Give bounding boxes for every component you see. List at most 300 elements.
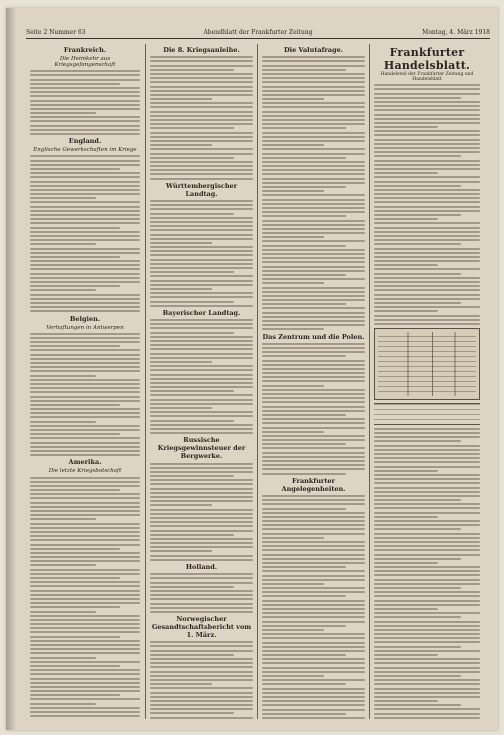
text-line [30, 235, 140, 237]
text-line [30, 214, 140, 216]
text-line [150, 284, 253, 286]
text-line [374, 507, 480, 509]
page-header [26, 28, 490, 39]
text-line [150, 361, 212, 363]
text-line [150, 111, 253, 113]
text-line [150, 336, 253, 338]
text-line [374, 583, 480, 585]
text-line [30, 206, 140, 208]
text-line [30, 337, 140, 339]
text-line [30, 421, 96, 423]
text-line [374, 310, 438, 312]
text-line [30, 155, 140, 157]
article-text [150, 573, 253, 613]
text-line [30, 606, 120, 608]
text-line [150, 280, 253, 282]
text-line [262, 646, 365, 648]
text-line [30, 661, 140, 663]
text-line [374, 252, 480, 254]
text-line [30, 644, 140, 646]
text-line [150, 353, 253, 355]
text-line [30, 425, 140, 427]
column-1 [30, 44, 140, 719]
text-line [262, 583, 324, 585]
text-line [150, 292, 253, 294]
text-line [262, 422, 365, 424]
text-line [150, 115, 253, 117]
text-line [262, 393, 365, 395]
text-line [374, 243, 461, 245]
text-line [150, 683, 212, 685]
text-line [374, 289, 480, 291]
text-line [150, 467, 253, 469]
text-line [150, 86, 253, 88]
text-line [150, 81, 253, 83]
text-line [262, 240, 365, 242]
text-line [30, 412, 140, 414]
text-line [374, 218, 438, 220]
text-line [262, 270, 365, 272]
text-line [374, 616, 461, 618]
column-rule [145, 44, 146, 719]
text-line [374, 319, 480, 321]
text-line [30, 673, 140, 675]
text-line [262, 261, 365, 263]
article-text [374, 428, 480, 719]
text-line [262, 106, 365, 108]
text-line [150, 127, 234, 129]
text-line [150, 90, 253, 92]
text-line [30, 164, 140, 166]
text-line [262, 554, 365, 556]
text-line [374, 97, 461, 99]
text-line [374, 172, 438, 174]
text-line [262, 537, 324, 539]
text-line [30, 341, 140, 343]
handelsblatt-title: Frankfurter Handelsblatt. [383, 46, 471, 72]
text-line [30, 493, 140, 495]
text-line [374, 604, 480, 606]
text-line [150, 509, 253, 511]
text-line [374, 93, 480, 95]
text-line [150, 77, 253, 79]
text-line [374, 541, 480, 543]
text-line [262, 56, 365, 58]
section-heading: Die 8. Kriegsanleihe. [163, 46, 240, 54]
text-line [262, 460, 365, 462]
text-line [262, 364, 365, 366]
text-line [374, 717, 480, 719]
text-line [374, 109, 480, 111]
text-line [150, 132, 253, 134]
text-line [374, 708, 480, 710]
text-line [30, 129, 140, 131]
text-line [262, 633, 365, 635]
text-line [30, 227, 120, 229]
text-line [374, 537, 480, 539]
text-line [150, 598, 253, 600]
text-line [30, 711, 140, 713]
text-line [30, 70, 140, 72]
section-heading: Belgien. [69, 314, 101, 323]
text-line [30, 366, 140, 368]
text-line [30, 379, 140, 381]
text-line [262, 161, 365, 163]
text-line [262, 642, 365, 644]
text-line [150, 692, 253, 694]
text-line [374, 151, 480, 153]
text-line [262, 253, 365, 255]
text-line [30, 172, 140, 174]
text-line [262, 69, 346, 71]
text-line [150, 696, 253, 698]
text-line [262, 343, 365, 345]
section-heading: Bayerischer Landtag. [162, 308, 241, 317]
section-heading: Russische Kriegsgewinnsteuer der Bergwerke. [157, 436, 246, 461]
text-line [374, 545, 480, 547]
text-line [30, 703, 96, 705]
text-line [374, 449, 480, 451]
text-line [262, 495, 365, 497]
text-line [30, 125, 140, 127]
text-line [150, 658, 253, 660]
text-line [262, 360, 365, 362]
text-line [30, 273, 140, 275]
text-line [150, 271, 234, 273]
text-line [30, 181, 140, 183]
text-line [262, 401, 365, 403]
section-heading: Frankfurter Angelegenheiten. [281, 476, 346, 493]
text-line [262, 119, 365, 121]
text-line [150, 594, 253, 596]
text-line [30, 489, 120, 491]
text-line [150, 662, 253, 664]
text-line [374, 432, 480, 434]
text-line [150, 542, 253, 544]
text-line [262, 316, 365, 318]
text-line [30, 268, 140, 270]
article-text [374, 84, 480, 325]
text-line [30, 74, 140, 76]
text-line [150, 161, 253, 163]
text-line [30, 391, 140, 393]
text-line [30, 707, 140, 709]
text-line [30, 497, 140, 499]
text-line [150, 305, 253, 307]
text-line [374, 461, 480, 463]
text-line [30, 349, 140, 351]
text-line [30, 715, 140, 717]
text-line [150, 463, 253, 465]
text-line [30, 83, 120, 85]
text-line [30, 358, 140, 360]
text-line [262, 291, 365, 293]
text-line [30, 694, 120, 696]
text-line [374, 197, 480, 199]
text-line [30, 450, 140, 452]
text-line [262, 692, 365, 694]
text-line [262, 73, 365, 75]
text-line [374, 227, 480, 229]
rates-table [374, 403, 480, 425]
text-line [262, 418, 365, 420]
text-line [262, 406, 365, 408]
text-line [30, 197, 96, 199]
text-line [262, 211, 365, 213]
text-line [30, 201, 140, 203]
text-line [262, 347, 365, 349]
text-line [150, 238, 253, 240]
text-line [150, 250, 253, 252]
text-line [150, 296, 253, 298]
text-line [30, 91, 140, 93]
text-line [150, 521, 253, 523]
text-line [262, 616, 365, 618]
text-line [30, 112, 96, 114]
text-line [374, 478, 480, 480]
text-line [30, 590, 140, 592]
text-line [262, 173, 365, 175]
text-line [30, 569, 140, 571]
text-line [150, 221, 253, 223]
text-line [30, 523, 140, 525]
text-line [30, 176, 140, 178]
text-line [150, 217, 253, 219]
text-line [30, 573, 140, 575]
text-line [30, 252, 140, 254]
text-line [262, 278, 365, 280]
text-line [374, 260, 480, 262]
text-line [30, 185, 140, 187]
text-line [374, 587, 461, 589]
text-line [30, 619, 140, 621]
text-line [374, 239, 480, 241]
text-line [262, 528, 365, 530]
text-line [150, 679, 253, 681]
text-line [374, 428, 480, 430]
text-line [30, 306, 140, 308]
section-heading: Holland. [185, 563, 218, 571]
column-rule [369, 44, 370, 719]
column-4 [374, 44, 480, 719]
handelsblatt-subtitle: Handelsteil der Frankfurter Zeitung und Handelsblatt [380, 72, 474, 82]
text-line [30, 627, 140, 629]
text-line [30, 298, 140, 300]
text-line [374, 181, 480, 183]
text-line [262, 355, 346, 357]
text-line [150, 479, 253, 481]
text-line [30, 594, 140, 596]
text-line [150, 98, 212, 100]
text-line [262, 224, 365, 226]
text-line [30, 256, 120, 258]
text-line [262, 303, 346, 305]
text-line [374, 306, 480, 308]
text-line [374, 516, 438, 518]
text-line [150, 267, 253, 269]
text-line [374, 667, 480, 669]
text-line [262, 575, 365, 577]
text-line [30, 648, 140, 650]
text-line [30, 354, 140, 356]
text-line [262, 696, 365, 698]
text-line [150, 573, 253, 575]
text-line [30, 264, 140, 266]
text-line [150, 56, 253, 58]
text-line [262, 102, 365, 104]
text-line [262, 65, 365, 67]
text-line [150, 378, 253, 380]
text-line [374, 453, 480, 455]
text-line [374, 688, 480, 690]
text-line [374, 570, 480, 572]
text-line [30, 437, 140, 439]
text-line [374, 134, 480, 136]
text-line [150, 102, 253, 104]
section-subheading: Die letzte Kriegsbotschaft [48, 468, 122, 475]
text-line [30, 362, 140, 364]
section-heading: Württembergischer Landtag. [165, 181, 238, 198]
header-date: Montag, 4. März 1918 [422, 29, 490, 36]
text-line [374, 713, 480, 715]
text-line [374, 160, 480, 162]
text-line [374, 248, 480, 250]
text-line [374, 549, 480, 551]
text-line [30, 657, 96, 659]
text-line [30, 564, 96, 566]
text-line [30, 277, 140, 279]
text-line [150, 708, 253, 710]
text-line [150, 586, 234, 588]
text-line [374, 315, 480, 317]
text-line [262, 220, 365, 222]
text-line [150, 530, 253, 532]
text-line [30, 640, 140, 642]
text-line [374, 528, 461, 530]
text-line [374, 285, 480, 287]
text-line [150, 374, 253, 376]
text-line [262, 717, 365, 719]
text-line [262, 257, 365, 259]
header-page-number: Seite 2 Nummer 63 [26, 29, 86, 36]
text-line [150, 225, 253, 227]
text-line [262, 671, 365, 673]
text-line [374, 189, 480, 191]
text-line [150, 348, 253, 350]
text-line [374, 671, 480, 673]
text-line [374, 294, 480, 296]
text-line [262, 86, 365, 88]
text-line [374, 126, 438, 128]
text-line [262, 389, 365, 391]
text-line [30, 429, 140, 431]
text-line [374, 457, 480, 459]
text-line [262, 516, 365, 518]
text-line [262, 427, 365, 429]
text-line [262, 287, 365, 289]
text-line [30, 527, 140, 529]
text-line [30, 631, 140, 633]
text-line [30, 602, 140, 604]
text-line [150, 504, 212, 506]
text-line [262, 182, 365, 184]
text-line [30, 682, 140, 684]
text-line [374, 474, 480, 476]
text-line [262, 397, 365, 399]
text-line [262, 207, 365, 209]
text-line [262, 203, 365, 205]
text-line [262, 439, 365, 441]
text-line [374, 122, 480, 124]
text-line [262, 111, 365, 113]
text-line [262, 380, 365, 382]
text-line [374, 562, 438, 564]
text-line [262, 295, 365, 297]
text-line [262, 541, 365, 543]
text-line [374, 130, 480, 132]
text-line [374, 608, 438, 610]
text-line [374, 222, 480, 224]
text-line [262, 608, 365, 610]
text-line [150, 687, 253, 689]
text-line [150, 407, 212, 409]
text-line [150, 645, 253, 647]
article-text [150, 56, 253, 179]
text-line [262, 274, 346, 276]
text-line [262, 566, 346, 568]
text-line [30, 544, 140, 546]
text-line [262, 186, 346, 188]
text-line [150, 254, 253, 256]
text-line [30, 193, 140, 195]
text-line [30, 370, 140, 372]
text-line [374, 512, 480, 514]
text-line [150, 538, 253, 540]
text-line [262, 700, 365, 702]
text-line [30, 531, 140, 533]
text-line [262, 591, 365, 593]
page-edge-shadow [6, 8, 16, 730]
text-line [374, 118, 480, 120]
column-rule [257, 44, 258, 719]
text-line [262, 245, 346, 247]
text-line [374, 487, 480, 489]
text-line [262, 464, 365, 466]
text-line [30, 160, 140, 162]
text-line [374, 105, 480, 107]
text-line [374, 683, 480, 685]
text-line [30, 442, 140, 444]
text-line [30, 260, 140, 262]
text-line [30, 556, 140, 558]
column-3 [262, 44, 365, 719]
text-line [262, 473, 346, 475]
text-line [150, 369, 253, 371]
text-line [30, 239, 140, 241]
text-line [30, 585, 140, 587]
text-line [262, 299, 365, 301]
text-line [262, 520, 365, 522]
text-line [150, 671, 253, 673]
article-text [262, 56, 365, 330]
text-line [374, 520, 480, 522]
text-line [262, 77, 365, 79]
text-line [262, 654, 346, 656]
text-line [262, 688, 365, 690]
text-line [374, 466, 480, 468]
text-line [262, 637, 365, 639]
text-line [374, 654, 438, 656]
